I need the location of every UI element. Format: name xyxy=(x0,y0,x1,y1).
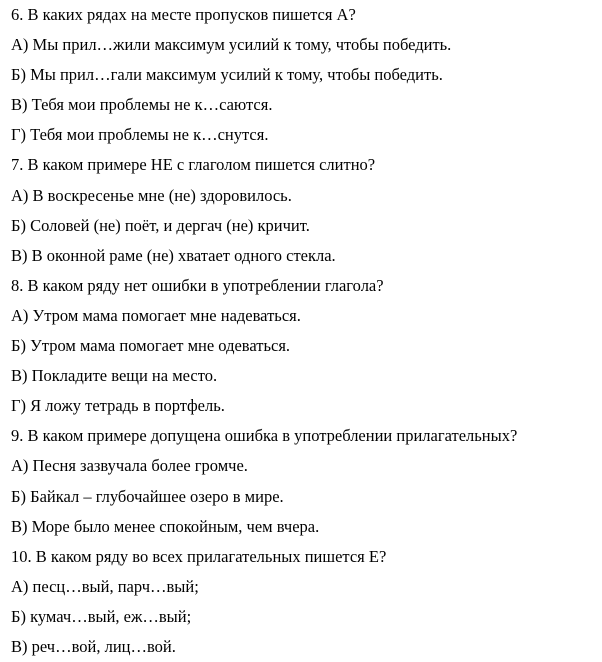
question-10-option-v: В) реч…вой, лиц…вой. xyxy=(11,636,176,656)
question-6-option-b: Б) Мы прил…гали максимум усилий к тому, чтобы победить. xyxy=(11,65,443,85)
question-8-option-b: Б) Утром мама помогает мне одеваться. xyxy=(11,336,291,356)
quiz-document xyxy=(11,0,599,662)
question-8-option-v: В) Покладите вещи на место. xyxy=(11,366,218,386)
question-7-option-b: Б) Соловей (не) поёт, и дергач (не) кричит. xyxy=(11,215,310,235)
question-10-option-a: А) песц…вый, парч…вый; xyxy=(11,576,199,596)
question-8-option-g: Г) Я ложу тетрадь в портфель. xyxy=(11,396,225,416)
question-9-option-b: Б) Байкал – глубочайшее озеро в мире. xyxy=(11,486,284,506)
question-6-option-a: А) Мы прил…жили максимум усилий к тому, чтобы победить. xyxy=(11,35,452,55)
question-6: 6. В каких рядах на месте пропусков пишется А? xyxy=(11,5,356,24)
question-7-option-a: А) В воскресенье мне (не) здоровилось. xyxy=(11,185,292,205)
question-6-option-v: В) Тебя мои проблемы не к…саются. xyxy=(11,95,273,115)
question-8-option-a: А) Утром мама помогает мне надеваться. xyxy=(11,305,301,325)
question-9-option-v: В) Море было менее спокойным, чем вчера. xyxy=(11,516,320,536)
question-7: 7. В каком примере НЕ с глаголом пишется слитно? xyxy=(11,155,376,175)
question-8: 8. В каком ряду нет ошибки в употреблении глагола? xyxy=(11,275,384,295)
question-10-option-b: Б) кумач…вый, еж…вый; xyxy=(11,606,192,626)
question-6-option-g: Г) Тебя мои проблемы не к…снутся. xyxy=(11,125,269,145)
question-9: 9. В каком примере допущена ошибка в употреблении прилагательных? xyxy=(11,426,518,446)
question-10: 10. В каком ряду во всех прилагательных пишется Е? xyxy=(11,546,387,566)
question-7-option-v: В) В оконной раме (не) хватает одного стекла. xyxy=(11,245,336,265)
question-9-option-a: А) Песня зазвучала более громче. xyxy=(11,456,248,476)
